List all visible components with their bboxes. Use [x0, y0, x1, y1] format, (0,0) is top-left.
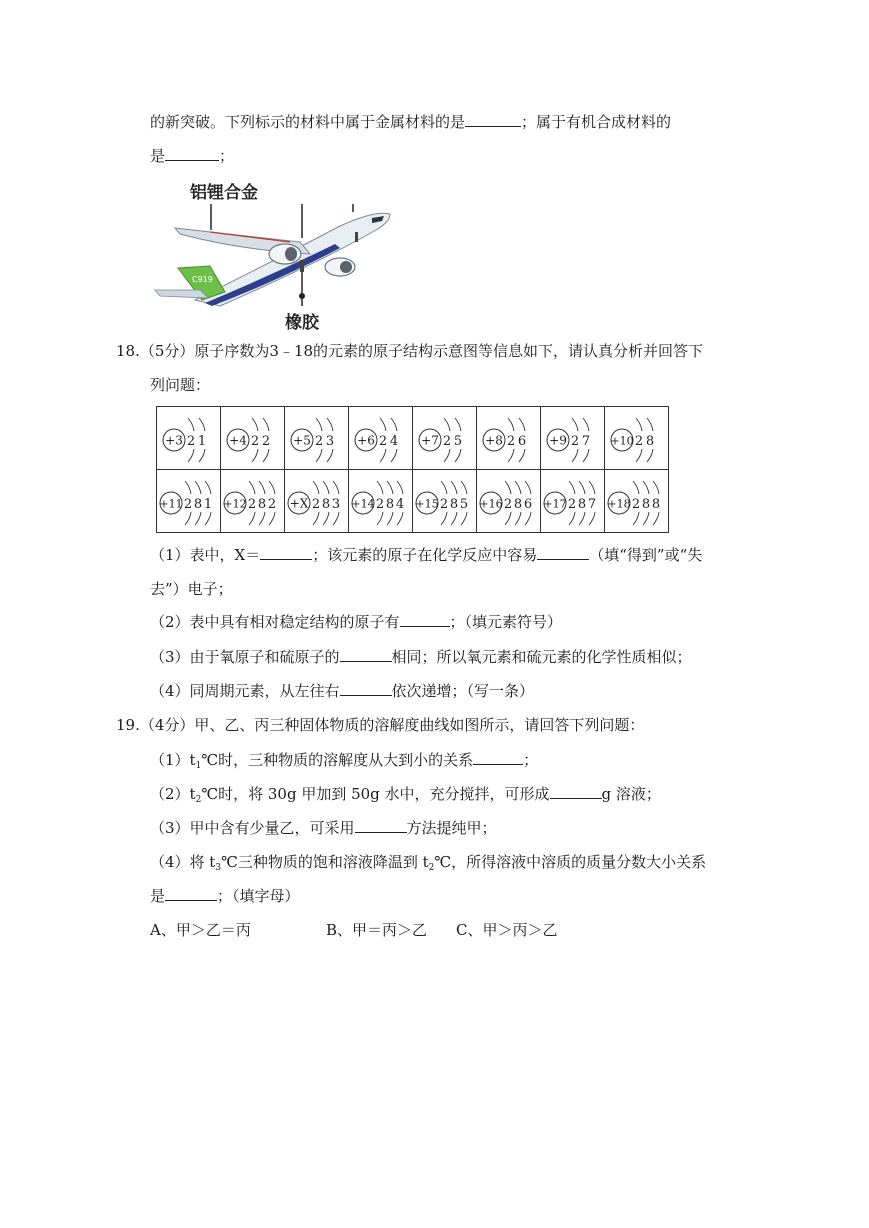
atom-cell [541, 470, 605, 533]
atom-cell [605, 407, 669, 470]
shell-arc [387, 512, 393, 525]
electron-count: 2 [442, 434, 452, 449]
shell-arc [205, 481, 211, 494]
shell-arc [323, 481, 329, 494]
q18-text: 依次递增；（写一条） [391, 682, 535, 700]
shell-arc [444, 418, 450, 431]
shell-arc [387, 481, 393, 494]
shell-arc [252, 418, 258, 431]
electron-count: 4 [389, 434, 399, 449]
shell-arc [569, 512, 575, 525]
shell-arc [269, 512, 275, 525]
shell-arc [269, 481, 275, 494]
shell-arc [643, 481, 649, 494]
answer-blank[interactable] [465, 112, 521, 127]
shell-arc [199, 449, 205, 462]
shell-arc [515, 481, 521, 494]
nucleus-charge: +4 [229, 433, 247, 448]
nucleus-charge: +16 [479, 497, 503, 511]
q18-stem-line-1: 18.（5分）原子序数为3﹣18的元素的原子结构示意图等信息如下，请认真分析并回答下 [116, 342, 704, 360]
q17-line-2 [150, 146, 234, 166]
electron-count: 7 [581, 434, 591, 449]
electron-count: 2 [506, 434, 516, 449]
atom-diagram [285, 407, 348, 469]
atom-cell [349, 407, 413, 470]
q19-text: ℃时，三种物质的溶解度从大到小的关系 [201, 751, 474, 769]
shell-arc [380, 449, 386, 462]
electron-count: 1 [203, 497, 213, 512]
electron-count: 6 [517, 434, 527, 449]
shell-arc [508, 449, 514, 462]
nucleus-charge: +18 [607, 497, 631, 511]
atom-cell [221, 470, 285, 533]
q19-text: 方法提纯甲； [406, 819, 497, 837]
q18-part-3 [150, 647, 692, 667]
electron-count: 4 [395, 497, 405, 512]
shell-arc [589, 481, 595, 494]
nucleus-charge: +6 [357, 433, 375, 448]
q18-text: （填“得到”或“失 [589, 546, 703, 564]
electron-count: 2 [439, 497, 449, 512]
answer-blank[interactable] [400, 612, 450, 627]
q19-text: ；（填字母） [217, 887, 300, 905]
q19-text: ℃，所得溶液中溶质的质量分数大小关系 [434, 853, 707, 871]
shell-arc [313, 512, 319, 525]
atom-diagram [413, 470, 476, 532]
shell-arc [572, 449, 578, 462]
tail-text: C919 [192, 275, 213, 284]
q18-text: （2）表中具有相对稳定结构的原子有 [150, 613, 400, 631]
q17-text: 的新突破。下列标示的材料中属于金属材料的是 [150, 113, 466, 131]
atom-diagram [541, 407, 604, 469]
shell-arc [444, 449, 450, 462]
electron-count: 2 [250, 434, 260, 449]
shell-arc [589, 512, 595, 525]
choice-b[interactable]: B、甲＝丙＞乙 [326, 921, 428, 939]
nucleus-charge: +12 [223, 497, 247, 511]
nucleus-charge: +8 [485, 433, 503, 448]
shell-arc [461, 512, 467, 525]
electron-count: 2 [267, 497, 277, 512]
q18-part-1 [150, 545, 702, 565]
shell-arc [391, 449, 397, 462]
answer-blank[interactable] [355, 818, 407, 833]
q17-line-1 [150, 112, 671, 132]
atom-cell [413, 470, 477, 533]
shell-arc [569, 481, 575, 494]
shell-arc [377, 481, 383, 494]
q18-text: ；（填元素符号） [449, 613, 563, 631]
atom-diagram [349, 470, 412, 532]
electron-count: 8 [321, 497, 331, 512]
electron-count: 8 [641, 497, 651, 512]
answer-blank[interactable] [165, 146, 219, 161]
electron-count: 2 [183, 497, 193, 512]
electron-count: 8 [645, 434, 655, 449]
shell-arc [205, 512, 211, 525]
shell-arc [199, 418, 205, 431]
shell-arc [572, 418, 578, 431]
shell-arc [249, 481, 255, 494]
atom-cell [541, 407, 605, 470]
atom-cell [221, 407, 285, 470]
subscript: 2 [195, 795, 202, 805]
q18-text: ；该元素的原子在化学反应中容易 [312, 546, 538, 564]
shell-arc [505, 481, 511, 494]
atom-cell [157, 470, 221, 533]
q19-text: （4）将 t [150, 853, 216, 871]
electron-count: 2 [314, 434, 324, 449]
atom-cell [605, 470, 669, 533]
q17-text: 是 [150, 147, 166, 165]
q19-text: ； [523, 751, 539, 769]
nucleus-charge: +14 [351, 497, 375, 511]
q18-part-4 [150, 681, 534, 701]
electron-count: 2 [375, 497, 385, 512]
shell-arc [455, 418, 461, 431]
shell-arc [636, 418, 642, 431]
electron-count: 2 [186, 434, 196, 449]
nucleus-charge: +X [289, 496, 309, 511]
electron-count: 1 [197, 434, 207, 449]
atom-diagram [221, 470, 284, 532]
q19-text: （2）t [150, 785, 196, 803]
q19-text: ℃三种物质的饱和溶液降温到 t [221, 853, 429, 871]
electron-count: 2 [378, 434, 388, 449]
atom-diagram [157, 470, 220, 532]
q17-text: ； [219, 147, 235, 165]
shell-arc [579, 512, 585, 525]
subscript: 1 [195, 761, 202, 771]
electron-count: 3 [331, 497, 341, 512]
shell-arc [185, 481, 191, 494]
shell-arc [525, 481, 531, 494]
atom-cell [157, 407, 221, 470]
shell-arc [259, 481, 265, 494]
q18-text: （4）同周期元素，从左往右 [150, 682, 340, 700]
shell-arc [313, 481, 319, 494]
shell-arc [188, 418, 194, 431]
shell-arc [515, 512, 521, 525]
shell-arc [263, 418, 269, 431]
answer-blank[interactable] [260, 545, 312, 560]
shell-arc [653, 481, 659, 494]
shell-arc [195, 481, 201, 494]
subscript: 3 [215, 863, 222, 873]
q19-text: （1）t [150, 751, 196, 769]
shell-arc [451, 481, 457, 494]
nucleus-charge: +15 [415, 497, 439, 511]
table-row [157, 470, 669, 533]
electron-count: 7 [587, 497, 597, 512]
shell-arc [647, 449, 653, 462]
shell-arc [519, 418, 525, 431]
q19-part-1 [150, 750, 538, 776]
q18-text: 相同；所以氧元素和硫元素的化学性质相似； [391, 648, 692, 666]
shell-arc [333, 512, 339, 525]
shell-arc [397, 512, 403, 525]
q18-stem-line-2: 列问题： [150, 376, 211, 394]
q17-text: ；属于有机合成材料的 [521, 113, 672, 131]
atom-diagram [221, 407, 284, 469]
shell-arc [380, 418, 386, 431]
electron-count: 2 [261, 434, 271, 449]
answer-blank[interactable] [537, 545, 589, 560]
q18-part-1-cont: 去”）电子； [150, 580, 233, 598]
atom-structure-table [156, 406, 669, 533]
shell-arc [397, 481, 403, 494]
shell-arc [252, 449, 258, 462]
q19-text: g 溶液； [601, 785, 661, 803]
q19-part-4 [150, 852, 706, 878]
nucleus-charge: +17 [543, 497, 567, 511]
nucleus-charge: +5 [293, 433, 311, 448]
q19-text: ℃时，将 30g 甲加到 50g 水中，充分搅拌，可形成 [201, 785, 550, 803]
shell-arc [316, 449, 322, 462]
electron-count: 8 [651, 497, 661, 512]
shell-arc [461, 481, 467, 494]
answer-blank[interactable] [550, 784, 602, 799]
shell-arc [647, 418, 653, 431]
electron-count: 2 [570, 434, 580, 449]
atom-diagram [477, 407, 540, 469]
electron-count: 2 [634, 434, 644, 449]
q19-part-4-cont [150, 886, 300, 906]
electron-count: 2 [247, 497, 257, 512]
electron-count: 5 [459, 497, 469, 512]
atom-diagram [349, 407, 412, 469]
electron-count: 8 [577, 497, 587, 512]
shell-arc [188, 449, 194, 462]
electron-count: 8 [513, 497, 523, 512]
answer-blank[interactable] [473, 750, 523, 765]
shell-arc [508, 418, 514, 431]
electron-count: 2 [631, 497, 641, 512]
shell-arc [259, 512, 265, 525]
shell-arc [263, 449, 269, 462]
atom-diagram [413, 407, 476, 469]
shell-arc [636, 449, 642, 462]
electron-count: 2 [567, 497, 577, 512]
label-alloy: 铝锂合金 [190, 183, 258, 203]
shell-arc [519, 449, 525, 462]
shell-arc [185, 512, 191, 525]
nucleus-charge: +11 [159, 497, 183, 511]
nucleus-charge: +7 [421, 433, 439, 448]
electron-count: 8 [193, 497, 203, 512]
label-rubber: 橡胶 [285, 313, 319, 333]
choice-c[interactable]: C、甲＞丙＞乙 [456, 921, 558, 939]
shell-arc [195, 512, 201, 525]
shell-arc [505, 512, 511, 525]
electron-count: 8 [385, 497, 395, 512]
shell-arc [633, 481, 639, 494]
table-row [157, 407, 669, 470]
nucleus-charge: +9 [549, 433, 567, 448]
subscript: 2 [428, 863, 435, 873]
electron-count: 5 [453, 434, 463, 449]
airplane-image [150, 172, 395, 332]
shell-arc [316, 418, 322, 431]
shell-arc [633, 512, 639, 525]
nucleus-charge: +3 [165, 433, 183, 448]
answer-blank[interactable] [340, 647, 392, 662]
q18-text: （1）表中，X＝ [150, 546, 261, 564]
q18-text: （3）由于氧原子和硫原子的 [150, 648, 340, 666]
atom-diagram [605, 407, 668, 469]
atom-diagram [605, 470, 668, 532]
shell-arc [323, 512, 329, 525]
atom-cell [285, 470, 349, 533]
electron-count: 8 [449, 497, 459, 512]
atom-cell [413, 407, 477, 470]
shell-arc [525, 512, 531, 525]
atom-diagram [157, 407, 220, 469]
shell-arc [249, 512, 255, 525]
shell-arc [441, 481, 447, 494]
electron-count: 2 [311, 497, 321, 512]
electron-count: 3 [325, 434, 335, 449]
atom-diagram [477, 470, 540, 532]
answer-blank[interactable] [165, 886, 217, 901]
q19-text: （3）甲中含有少量乙，可采用 [150, 819, 355, 837]
electron-count: 6 [523, 497, 533, 512]
shell-arc [583, 449, 589, 462]
shell-arc [643, 512, 649, 525]
atom-cell [477, 470, 541, 533]
atom-cell [477, 407, 541, 470]
shell-arc [327, 418, 333, 431]
shell-arc [441, 512, 447, 525]
shell-arc [333, 481, 339, 494]
q19-part-3 [150, 818, 497, 838]
shell-arc [455, 449, 461, 462]
shell-arc [583, 418, 589, 431]
electron-count: 2 [503, 497, 513, 512]
shell-arc [451, 512, 457, 525]
shell-arc [391, 418, 397, 431]
atom-cell [285, 407, 349, 470]
shell-arc [327, 449, 333, 462]
electron-count: 8 [257, 497, 267, 512]
atom-cell [349, 470, 413, 533]
shell-arc [377, 512, 383, 525]
airplane-figure [150, 172, 395, 332]
q18-part-2 [150, 612, 562, 632]
q19-text: 是 [150, 887, 166, 905]
shell-arc [653, 512, 659, 525]
choice-a[interactable]: A、甲＞乙＝丙 [150, 921, 251, 939]
answer-blank[interactable] [340, 681, 392, 696]
nucleus-charge: +10 [610, 434, 634, 448]
shell-arc [579, 481, 585, 494]
atom-diagram [285, 470, 348, 532]
q19-part-2 [150, 784, 661, 810]
q19-stem: 19.（4分）甲、乙、丙三种固体物质的溶解度曲线如图所示，请回答下列问题： [116, 716, 645, 734]
atom-diagram [541, 470, 604, 532]
